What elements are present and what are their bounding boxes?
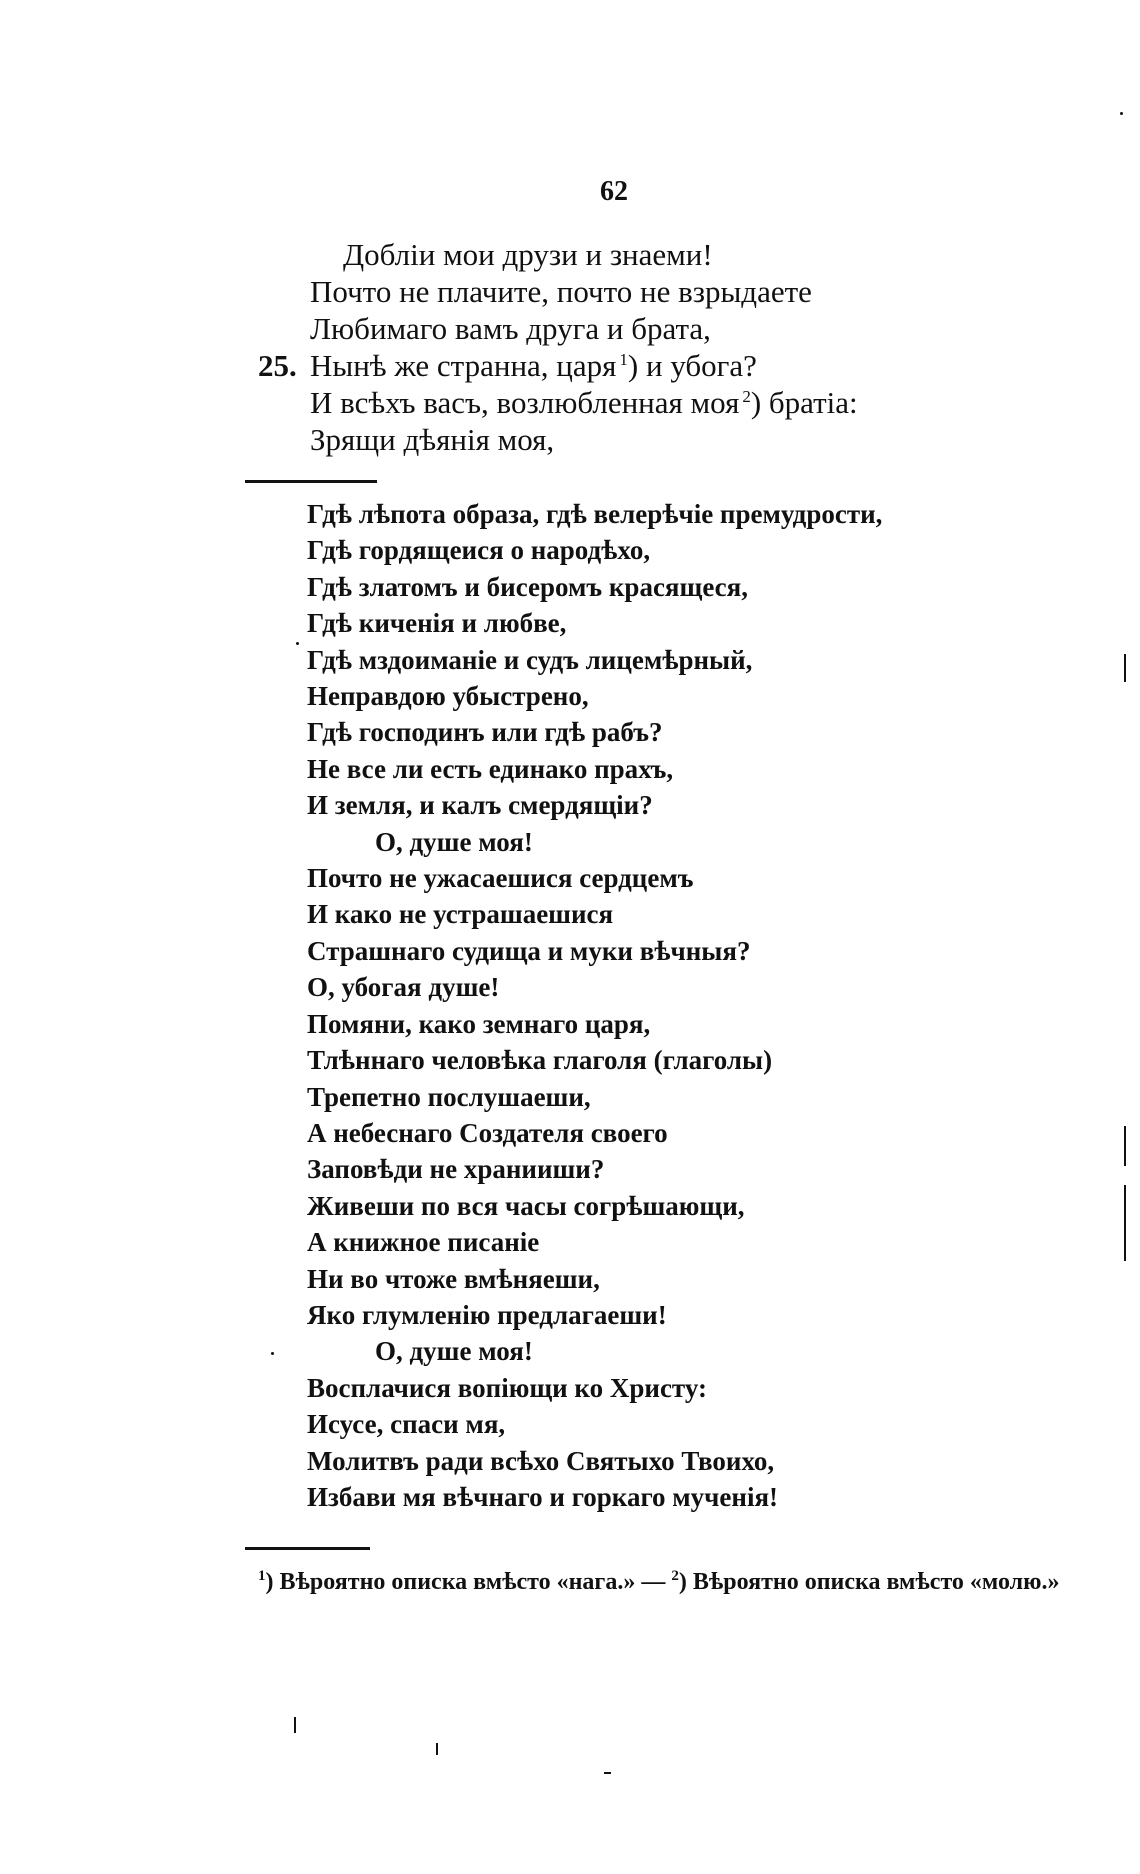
scan-speck [1120, 112, 1123, 115]
verse-line [307, 569, 882, 605]
verse-line [307, 678, 882, 714]
scan-speck [604, 1772, 611, 1774]
scan-speck [294, 1717, 296, 1733]
footnote-separator: — [641, 1569, 666, 1595]
verse-line [307, 1224, 882, 1260]
verse-text: Почто не плачите, почто не взрыдаете [310, 274, 812, 309]
verse-line [307, 933, 882, 969]
verse-line [310, 421, 858, 458]
verse-line [307, 860, 882, 896]
verse-text: Любимаго вамъ друга и брата, [310, 311, 711, 346]
scan-speck [1124, 1185, 1126, 1261]
verse-line [310, 236, 858, 273]
footnote-text: ) Вѣроятно описка вмѣсто «молю.» [678, 1569, 1060, 1595]
verse-text: Живеши по вся часы согрѣшающи, [307, 1190, 745, 1221]
verse-line [307, 1042, 882, 1078]
footnote-mark: 1 [258, 1568, 266, 1584]
verse-text: О, убогая душе! [307, 972, 500, 1003]
verse-text: Страшнаго судища и муки вѣчныя? [307, 935, 751, 966]
verse-text: Заповѣди не хранииши? [307, 1154, 605, 1185]
footnote-divider [245, 1547, 370, 1550]
footnote-1 [258, 1569, 635, 1595]
verse-text: Тлѣннаго человѣка глаголя (глаголы) [307, 1045, 773, 1076]
verse-text: Ни во чтоже вмѣняеши, [307, 1263, 600, 1294]
verse-line [307, 1188, 882, 1224]
verse-line [307, 824, 882, 860]
verse-text: Яко глумленiю предлагаеши! [307, 1299, 667, 1330]
verse-line [307, 896, 882, 932]
verse-text: Гдѣ лѣпота образа, гдѣ велерѣчiе премудрости, [307, 499, 883, 529]
verse-line [307, 969, 882, 1005]
verse-text: Гдѣ господинъ или гдѣ рабъ? [307, 717, 663, 748]
verse-line [307, 1115, 882, 1151]
verse-line [307, 714, 882, 750]
verse-line [307, 1443, 882, 1479]
verse-line [307, 1370, 882, 1406]
verse-text: Исусе, спаси мя, [307, 1409, 506, 1440]
line-number: 25. [258, 348, 297, 383]
stanza-opening [258, 236, 858, 458]
verse-line [258, 347, 858, 384]
verse-text: Восплачися вопiющи ко Христу: [307, 1372, 707, 1403]
verse-text: И всѣхъ васъ, возлюбленная моя [310, 385, 740, 420]
verse-line [310, 273, 858, 310]
verse-line [307, 1406, 882, 1442]
verse-line [307, 496, 882, 532]
verse-text: Гдѣ киченiя и любве, [307, 608, 567, 639]
verse-line [307, 642, 882, 678]
verse-text-tail: ) братiа: [750, 385, 858, 420]
verse-line [307, 1479, 882, 1515]
verse-text-tail: ) и убога? [627, 348, 757, 383]
verse-text: Доблiи мои друзи и знаеми! [343, 237, 713, 272]
verse-text: Зрящи дѣянiя моя, [310, 422, 555, 457]
scan-speck [271, 1352, 274, 1355]
stanza-main [307, 496, 882, 1515]
verse-text: Избави мя вѣчнаго и горкаго мученiя! [307, 1481, 779, 1512]
verse-text: Нынѣ же странна, царя [310, 348, 617, 383]
verse-line [307, 532, 882, 568]
verse-line [307, 1079, 882, 1115]
verse-line [310, 310, 858, 347]
verse-text: Не все ли есть единако прахъ, [307, 753, 674, 784]
verse-text: Помяни, како земнаго царя, [307, 1008, 651, 1039]
verse-text: Гдѣ златомъ и бисеромъ красящеся, [307, 571, 748, 602]
verse-text: О, душе моя! [375, 1336, 533, 1367]
verse-text: Трепетно послушаеши, [307, 1081, 591, 1112]
verse-text: И земля, и калъ смердящiи? [307, 790, 653, 821]
verse-line [307, 1151, 882, 1187]
verse-line [307, 605, 882, 641]
verse-line [307, 1006, 882, 1042]
scan-speck [296, 642, 299, 645]
verse-line [307, 1261, 882, 1297]
verse-line [307, 1297, 882, 1333]
verse-text: Неправдою убыстрено, [307, 681, 589, 712]
verse-line [307, 787, 882, 823]
verse-text: Гдѣ гордящеися о народѣхо, [307, 535, 651, 566]
verse-line [307, 1333, 882, 1369]
page-number: 62 [600, 176, 628, 207]
verse-line [310, 384, 858, 421]
section-divider [245, 480, 377, 483]
footnote-reference: 1 [619, 349, 628, 369]
verse-text: А небеснаго Создателя своего [307, 1117, 668, 1148]
scan-speck [436, 1743, 438, 1755]
footnote-2 [671, 1569, 1059, 1595]
verse-text: А книжное писанiе [307, 1227, 540, 1258]
verse-line [307, 751, 882, 787]
verse-text: О, душе моя! [375, 826, 533, 857]
footnotes [258, 1568, 1059, 1597]
footnote-reference: 2 [742, 386, 751, 406]
verse-text: Гдѣ мздоиманiе и судъ лицемѣрный, [307, 644, 753, 675]
scan-speck [1124, 1126, 1126, 1166]
scan-speck [1124, 654, 1126, 682]
footnote-mark: 2 [671, 1568, 679, 1584]
verse-text: Почто не ужасаешися сердцемъ [307, 863, 694, 894]
verse-text: Молитвъ ради всѣхо Святыхо Твоихо, [307, 1445, 775, 1476]
footnote-text: ) Вѣроятно описка вмѣсто «нага.» [265, 1569, 636, 1595]
verse-text: И како не устрашаешися [307, 899, 614, 930]
